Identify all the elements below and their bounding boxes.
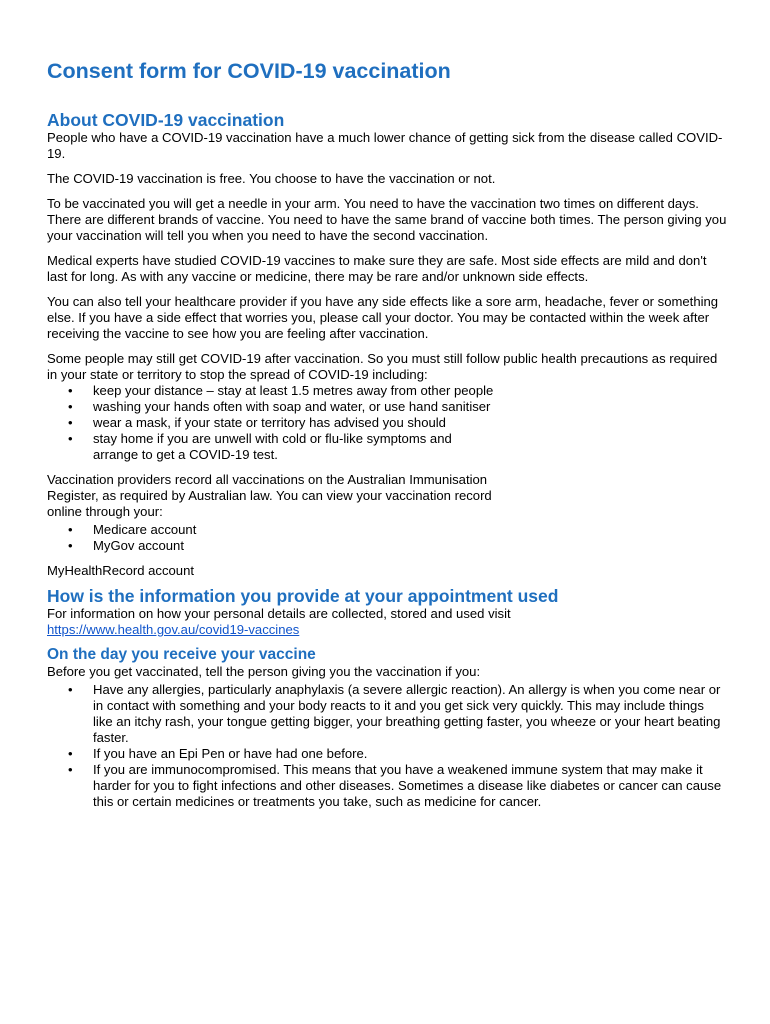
covid19-vaccines-link[interactable]: https://www.health.gov.au/covid19-vaccines [47,622,300,637]
list-item [47,746,727,762]
list-item-text: Have any allergies, particularly anaphylaxis (a severe allergic reaction). An allergy is when you come near or in contact with something and your body reacts to it and you get sick very quickly. This may include things like an itchy rash, your tongue getting bigger, your breathing getting faster, you wheeze or your heart beating faster. [93,682,721,745]
myhealthrecord-line: MyHealthRecord account [47,563,195,578]
bullet-icon: • [68,399,73,414]
about-paragraph: The COVID-19 vaccination is free. You choose to have the vaccination or not. [47,171,496,186]
about-paragraph: To be vaccinated you will get a needle in your arm. You need to have the vaccination two times on different days. There are different brands of vaccine. You need to have the same brand of vaccine both times. The person giving you your vaccination will tell you when you need to have the second vaccination. [47,196,727,243]
bullet-icon: • [68,682,73,697]
list-item [47,399,727,415]
bullet-icon: • [68,746,73,761]
list-item [47,383,727,399]
vaccine-day-list [47,682,727,810]
bullet-icon: • [68,415,73,430]
info-section [47,586,727,638]
list-item [47,538,727,554]
list-item-text: Medicare account [93,522,197,537]
vaccine-day-section [47,645,727,810]
list-item [47,762,727,810]
about-paragraph: People who have a COVID-19 vaccination have a much lower chance of getting sick from the disease called COVID-19. [47,130,723,161]
list-item-text: MyGov account [93,538,184,553]
bullet-icon: • [68,431,73,446]
vaccine-day-intro: Before you get vaccinated, tell the person giving you the vaccination if you: [47,664,481,679]
register-paragraph: Vaccination providers record all vaccinations on the Australian Immunisation Register, as required by Australian law. You can view your vaccination record online through your: [47,472,492,519]
about-paragraph: Medical experts have studied COVID-19 vaccines to make sure they are safe. Most side effects are mild and don't last for long. As with any vaccine or medicine, there may be rare and/or unknown side effects. [47,253,707,284]
list-item-text: keep your distance – stay at least 1.5 metres away from other people [93,383,494,398]
info-paragraph: For information on how your personal details are collected, stored and used visit [47,606,511,621]
accounts-list [47,522,727,554]
page-title: Consent form for COVID-19 vaccination [47,59,451,83]
list-item [47,431,727,463]
list-item-text: If you are immunocompromised. This means that you have a weakened immune system that may make it harder for you to fight infections and other diseases. Sometimes a disease like diabetes or cancer can cause this or certain medicines or treatments you take, such as medicine for cancer. [93,762,722,809]
list-item-text: stay home if you are unwell with cold or flu-like symptoms and arrange to get a COVID-19 test. [93,431,452,462]
document-page [47,57,727,819]
about-section [47,110,727,579]
vaccine-day-heading: On the day you receive your vaccine [47,646,316,663]
list-item-text: If you have an Epi Pen or have had one before. [93,746,368,761]
bullet-icon: • [68,538,73,553]
bullet-icon: • [68,383,73,398]
bullet-icon: • [68,522,73,537]
about-heading: About COVID-19 vaccination [47,110,285,130]
about-paragraph: You can also tell your healthcare provider if you have any side effects like a sore arm, headache, fever or something else. If you have a side effect that worries you, please call your doctor. You may be contacted within the week after receiving the vaccine to see how you are feeling after vaccination. [47,294,719,341]
list-item-text: washing your hands often with soap and water, or use hand sanitiser [93,399,491,414]
bullet-icon: • [68,762,73,777]
list-item [47,522,727,538]
about-paragraph: Some people may still get COVID-19 after vaccination. So you must still follow public health precautions as required in your state or territory to stop the spread of COVID-19 including: [47,351,718,382]
list-item [47,682,727,746]
list-item-text: wear a mask, if your state or territory has advised you should [93,415,446,430]
info-heading: How is the information you provide at your appointment used [47,586,559,606]
precautions-list [47,383,727,463]
list-item [47,415,727,431]
